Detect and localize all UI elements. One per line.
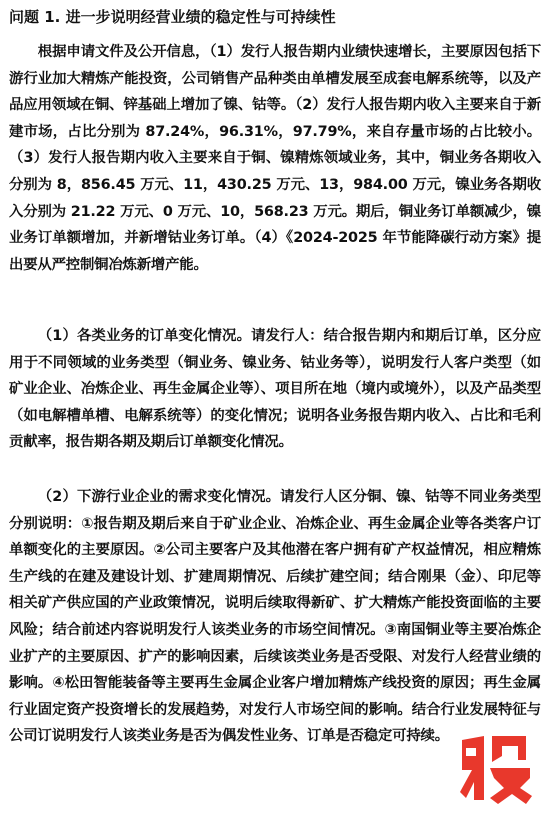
paragraph-order-changes: （1）各类业务的订单变化情况。请发行人：结合报告期内和期后订单，区分应用于不同领域的业务类型（铜业务、镍业务、钴业务等），说明发行人客户类型（如矿业企业、冶炼企业、再生金属企业等）、项目所在地（境内或境外），以及产品类型（如电解槽单槽、电解系统等）的变化情况；说明各业务报告期内收入、占比和毛利贡献率，报告期各期及期后订单额变化情况。: [9, 328, 541, 451]
paragraph-demand-changes: [9, 484, 541, 750]
occluded-fragment-2: 说明: [51, 728, 80, 745]
page-title: 问题 1. 进一步说明经营业绩的稳定性与可持续性: [9, 8, 336, 26]
paragraph-demand-changes-continued: 展趋势，对发行人市场空间的影响。结合行业发展特征与公司订: [9, 701, 541, 745]
paragraph-demand-changes-end: 发行人该类业务是否为偶发性业务、订单是否稳定可持续。: [79, 728, 449, 745]
paragraph-background: 根据申请文件及公开信息，（1）发行人报告期内业绩快速增长，主要原因包括下游行业加大精炼产能投资，公司销售产品种类由单槽发展至成套电解系统等，以及产品应用领域在铜、锌基础上增加了镍、钴等。（2）发行人报告期内收入主要来自于新建市场，占比分别为 87.24%，96.31%，97.79%，来自存量市场的占比较小。（3）发行人报告期内收入主要来自于铜、镍精炼领域业务，其中，铜业务各期收入分别为 8，856.45 万元、11，430.25 万元、13，984.00 万元，镍业务各期收入分别为 21.22 万元、0 万元、10，568.23 万元。期后，铜业务订单额减少，镍业务订单额增加，并新增钴业务订单。（4）《2024-2025 年节能降碳行动方案》提出要从严控制铜冶炼新增产能。: [9, 44, 541, 273]
occluded-fragment-1: 发: [167, 701, 182, 718]
paragraph-demand-changes-main: （2）下游行业企业的需求变化情况。请发行人区分铜、镍、钴等不同业务类型分别说明：①报告期及期后来自于矿业企业、冶炼企业、再生金属企业等各类客户订单额变化的主要原因。②公司主要客户及其他潜在客户拥有矿产权益情况，相应精炼生产线的在建及建设计划、扩建周期情况、后续扩建空间；结合刚果（金）、印尼等相关矿产供应国的产业政策情况，说明后续取得新矿、扩大精炼产能投资面临的主要风险；结合前述内容说明发行人该类业务的市场空间情况。③南国铜业等主要冶炼企业扩产的主要原因、扩产的影响因素，后续该类业务是否受限、对发行人经营业绩的影响。④松田智能装备等主要再生金属企业客户增加精炼产线投资的原因；再生金属行业固定资产投资增长的: [9, 489, 541, 718]
